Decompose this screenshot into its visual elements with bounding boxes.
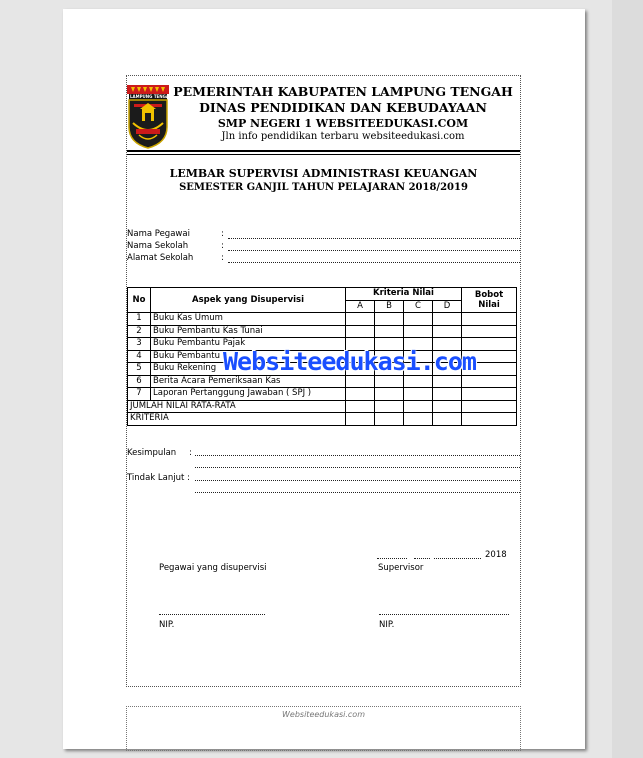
score-cell[interactable] <box>375 400 404 413</box>
score-cell[interactable] <box>346 313 375 326</box>
logo-caption: LAMPUNG TENGAH <box>130 94 173 99</box>
bobot-cell[interactable] <box>462 375 517 388</box>
score-cell[interactable] <box>433 400 462 413</box>
kesimpulan-label: Kesimpulan <box>127 448 177 458</box>
table-row <box>128 313 517 326</box>
table-row-total <box>128 400 517 413</box>
score-cell[interactable] <box>404 325 433 338</box>
nip-right: NIP. <box>379 620 395 630</box>
nip-left: NIP. <box>159 620 175 630</box>
score-cell[interactable] <box>404 313 433 326</box>
document-page <box>63 9 585 749</box>
score-cell[interactable] <box>433 413 462 426</box>
field-label-nama-pegawai: Nama Pegawai <box>127 229 190 239</box>
row-aspek: Berita Acara Pemeriksaan Kas <box>151 375 346 388</box>
score-cell[interactable] <box>404 375 433 388</box>
field-input-alamat-sekolah[interactable] <box>228 262 520 263</box>
field-input-nama-pegawai[interactable] <box>228 238 520 239</box>
field-colon: : <box>221 241 224 251</box>
page-footer <box>126 706 521 751</box>
field-label-nama-sekolah: Nama Sekolah <box>127 241 189 251</box>
scrollbar-track[interactable] <box>612 0 643 758</box>
bobot-cell[interactable] <box>462 413 517 426</box>
document-title: LEMBAR SUPERVISI ADMINISTRASI KEUANGAN <box>169 167 478 180</box>
score-cell[interactable] <box>375 388 404 401</box>
signer-left-title: Pegawai yang disupervisi <box>159 563 267 573</box>
bobot-cell[interactable] <box>462 400 517 413</box>
date-year: 2018 <box>485 550 507 560</box>
col-header-d: D <box>433 300 462 313</box>
header-line-3: SMP NEGERI 1 WEBSITEEDUKASI.COM <box>217 117 469 130</box>
score-cell[interactable] <box>404 400 433 413</box>
kesimpulan-colon: : <box>189 448 192 458</box>
table-row <box>128 388 517 401</box>
score-cell[interactable] <box>346 325 375 338</box>
kriteria-label: KRITERIA <box>128 413 346 426</box>
score-cell[interactable] <box>375 413 404 426</box>
score-cell[interactable] <box>433 313 462 326</box>
header-rule-thin <box>127 154 520 155</box>
row-aspek: Buku Rekening <box>151 363 346 376</box>
date-day-line[interactable] <box>377 558 407 559</box>
bobot-cell[interactable] <box>462 313 517 326</box>
col-header-no: No <box>128 288 151 313</box>
signature-line-right[interactable] <box>379 614 509 615</box>
score-cell[interactable] <box>375 325 404 338</box>
col-header-b: B <box>375 300 404 313</box>
row-aspek: Laporan Pertanggung Jawaban ( SPJ ) <box>151 388 346 401</box>
score-cell[interactable] <box>433 375 462 388</box>
field-input-nama-sekolah[interactable] <box>228 250 520 251</box>
score-cell[interactable] <box>346 375 375 388</box>
kesimpulan-input-line-2[interactable] <box>195 467 520 468</box>
row-aspek: Buku Pembantu Pajak <box>151 338 346 351</box>
header-rule-thick <box>127 150 520 152</box>
col-header-kriteria: Kriteria Nilai <box>346 288 462 301</box>
score-cell[interactable] <box>433 388 462 401</box>
tindak-lanjut-input-line-1[interactable] <box>195 480 520 481</box>
col-header-a: A <box>346 300 375 313</box>
table-row-kriteria <box>128 413 517 426</box>
kesimpulan-input-line-1[interactable] <box>195 455 520 456</box>
score-cell[interactable] <box>346 400 375 413</box>
score-cell[interactable] <box>404 413 433 426</box>
signer-right-title: Supervisor <box>378 563 424 573</box>
watermark-text: Websiteedukasi.com <box>223 347 476 376</box>
bobot-cell[interactable] <box>462 325 517 338</box>
signature-line-left[interactable] <box>159 614 265 615</box>
date-month-line-2[interactable] <box>434 558 481 559</box>
score-cell[interactable] <box>433 325 462 338</box>
col-header-bobot: Bobot Nilai <box>462 288 517 313</box>
footer-text: Websiteedukasi.com <box>282 710 365 719</box>
tindak-lanjut-input-line-2[interactable] <box>195 492 520 493</box>
row-no: 4 <box>128 350 151 363</box>
bobot-cell[interactable] <box>462 388 517 401</box>
document-subtitle: SEMESTER GANJIL TAHUN PELAJARAN 2018/2019 <box>179 182 468 193</box>
row-no: 5 <box>128 363 151 376</box>
header-line-2: DINAS PENDIDIKAN DAN KEBUDAYAAN <box>199 100 487 115</box>
table-row <box>128 325 517 338</box>
col-header-aspek: Aspek yang Disupervisi <box>151 288 346 313</box>
header-address: Jln info pendidikan terbaru websiteedukasi.com <box>221 131 465 142</box>
field-label-alamat-sekolah: Alamat Sekolah <box>127 253 194 263</box>
total-label: JUMLAH NILAI RATA-RATA <box>128 400 346 413</box>
row-aspek: Buku Kas Umum <box>151 313 346 326</box>
score-cell[interactable] <box>375 375 404 388</box>
score-cell[interactable] <box>404 388 433 401</box>
row-no: 2 <box>128 325 151 338</box>
table-row <box>128 375 517 388</box>
score-cell[interactable] <box>346 388 375 401</box>
row-aspek: Buku Pembantu Kas Tunai <box>151 325 346 338</box>
row-no: 7 <box>128 388 151 401</box>
tindak-lanjut-label: Tindak Lanjut : <box>127 473 190 483</box>
col-header-c: C <box>404 300 433 313</box>
field-colon: : <box>221 253 224 263</box>
score-cell[interactable] <box>375 313 404 326</box>
header-line-1: PEMERINTAH KABUPATEN LAMPUNG TENGAH <box>173 84 513 99</box>
field-colon: : <box>221 229 224 239</box>
row-no: 1 <box>128 313 151 326</box>
row-no: 6 <box>128 375 151 388</box>
row-aspek: Buku Pembantu <box>151 350 346 363</box>
date-month-line[interactable] <box>414 558 430 559</box>
score-cell[interactable] <box>346 413 375 426</box>
row-no: 3 <box>128 338 151 351</box>
